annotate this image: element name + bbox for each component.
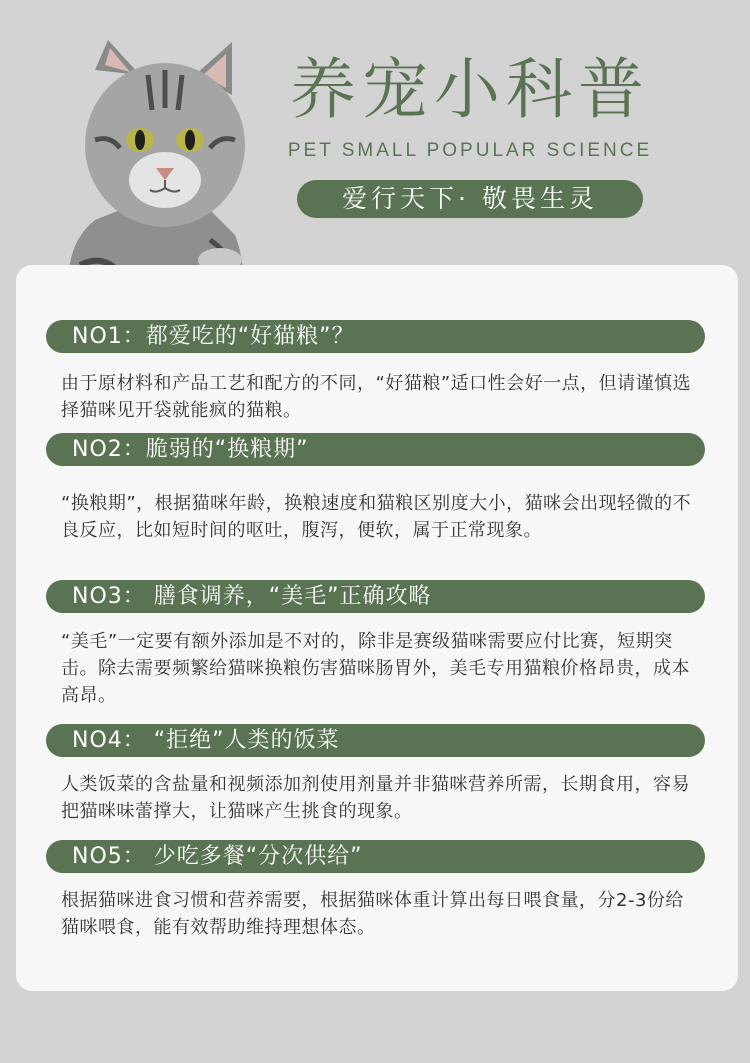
section-3-body: “美毛”一定要有额外添加是不对的，除非是赛级猫咪需要应付比赛，短期突击。除去需要频繁给猫咪换粮伤害猫咪肠胃外，美毛专用猫粮价格昂贵，成本高昂。 bbox=[61, 631, 690, 706]
section-3-heading: NO3： 膳食调养，“美毛”正确攻略 bbox=[46, 580, 705, 613]
page-subtitle: PET SMALL POPULAR SCIENCE bbox=[287, 140, 653, 161]
section-4-body: 人类饭菜的含盐量和视频添加剂使用剂量并非猫咪营养所需，长期食用，容易把猫咪味蕾撑大，让猫咪产生挑食的现象。 bbox=[61, 774, 690, 822]
page-title: 养宠小科普 bbox=[290, 51, 650, 128]
section-2-body: “换粮期”，根据猫咪年龄，换粮速度和猫粮区别度大小，猫咪会出现轻微的不良反应，比如短时间的呕吐，腹泻，便软，属于正常现象。 bbox=[61, 493, 692, 541]
section-4-heading: NO4： “拒绝”人类的饭菜 bbox=[46, 724, 705, 757]
section-5-body: 根据猫咪进食习惯和营养需要，根据猫咪体重计算出每日喂食量，分2-3份给猫咪喂食，能有效帮助维持理想体态。 bbox=[61, 890, 684, 938]
section-1-heading: NO1：都爱吃的“好猫粮”？ bbox=[46, 320, 705, 353]
slogan-badge: 爱行天下· 敬畏生灵 bbox=[297, 180, 643, 218]
section-5-heading: NO5： 少吃多餐“分次供给” bbox=[46, 840, 705, 873]
section-2-heading: NO2：脆弱的“换粮期” bbox=[46, 433, 705, 466]
section-1-body: 由于原材料和产品工艺和配方的不同，“好猫粮”适口性会好一点，但请谨慎选择猫咪见开袋就能疯的猫粮。 bbox=[61, 373, 692, 421]
